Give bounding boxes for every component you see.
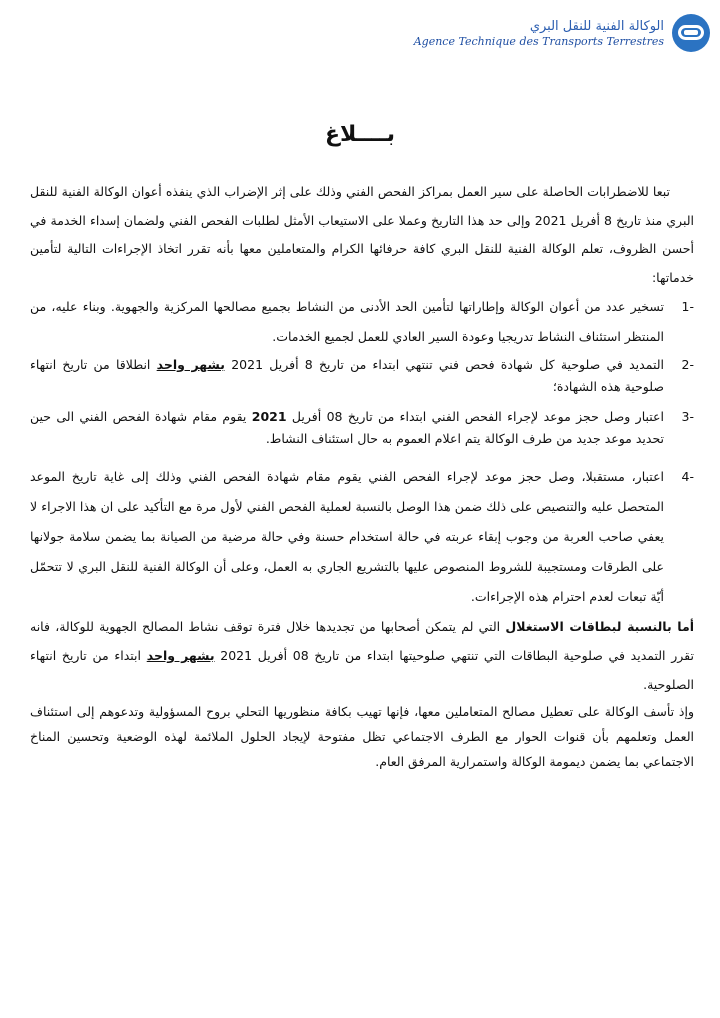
list-item-text-after: انطلاقا من تاريخ انتهاء صلوحية هذه الشهادة؛ bbox=[30, 357, 664, 394]
letterhead bbox=[414, 14, 710, 52]
list-item-text: اعتبار، مستقبلا، وصل حجز موعد لإجراء الفحص الفني يقوم مقام شهادة الفحص الفني وذلك إلى غاية تاريخ الموعد المتحصل عليه والتنصيص على ذلك ضمن هذا الوصل بالنسبة لعملية الفحص الفني لأول مرة مع التأكيد على ان هذا الاجراء لا يعفي صاحب العربة من وجوب إبقاء عربته في حالة استخدام حسنة وفي حالة مرضية من الصيانة بما يضمن سلامة جولانها على الطرقات ومستجيبة للشروط المنصوص عليها بالتشريع الجاري به العمل، وعلى أن الوكالة الفنية للنقل البري لا تتحمّل أيّة تبعات لعدم احترام هذه الإجراءات. bbox=[30, 469, 664, 604]
org-name-arabic: الوكالة الفنية للنقل البري bbox=[529, 18, 664, 34]
document-title: بــــلاغ bbox=[324, 122, 396, 147]
one-month-emphasis: بشهر واحد bbox=[156, 357, 225, 372]
list-item-text bbox=[30, 406, 664, 450]
list-item bbox=[30, 292, 694, 352]
intro-paragraph: تبعا للاضطرابات الحاصلة على سير العمل بمراكز الفحص الفني وذلك على إثر الإضراب الذي ينفذه أعوان الوكالة الفنية للنقل البري منذ تاريخ 8 أفريل 2021 وإلى حد هذا التاريخ وعملا على الاستيعاب الأمثل لطلبات الفحص الفني ولضمان إسداء الخدمة في أحسن الظروف، تعلم الوكالة الفنية للنقل البري كافة حرفائها الكرام والمتعاملين معها بأنه تقرر اتخاذ الإجراءات التالية لتأمين خدماتها: bbox=[30, 184, 695, 285]
org-name-french: Agence Technique des Transports Terrestres bbox=[413, 34, 664, 48]
list-item bbox=[30, 462, 694, 612]
document-body bbox=[30, 178, 694, 774]
list-item bbox=[30, 406, 694, 450]
cards-text-after: ابتداء من تاريخ انتهاء الصلوحية. bbox=[30, 648, 694, 692]
measures-list bbox=[30, 292, 694, 612]
atrr-logo-icon bbox=[672, 14, 710, 52]
one-month-emphasis: بشهر واحد bbox=[146, 648, 215, 663]
list-item-text-before: التمديد في صلوحية كل شهادة فحص فني تنتهي ابتداء من تاريخ 8 أفريل 2021 bbox=[224, 357, 664, 372]
list-item-text: تسخير عدد من أعوان الوكالة وإطاراتها لتأمين الحد الأدنى من النشاط بجميع مصالحها المركزية والجهوية. وبناء عليه، من المنتظر استئناف النشاط تدريجيا وعودة السير العادي للعمل لجميع الخدمات. bbox=[30, 299, 664, 344]
list-item-number: -1 bbox=[681, 299, 694, 314]
cards-lead: أما بالنسبة لبطاقات الاستغلال bbox=[505, 619, 694, 634]
list-item-text-after: يقوم مقام شهادة الفحص الفني الى حين تحديد موعد جديد من طرف الوكالة يتم اعلام العموم به حال استئناف النشاط. bbox=[30, 409, 664, 446]
list-item bbox=[30, 354, 694, 398]
exploitation-cards-paragraph bbox=[30, 612, 694, 699]
closing-paragraph: وإذ تأسف الوكالة على تعطيل مصالح المتعاملين معها، فإنها تهيب بكافة منظوريها التحلي بروح المسؤولية وتدعوهم إلى استئناف العمل وتعلمهم بأن قنوات الحوار مع الطرف الاجتماعي تظل مفتوحة لإيجاد الحلول الملائمة لهذه الوضعية وتحسين المناخ الاجتماعي بما يضمن ديمومة الوكالة واستمرارية المرفق العام. bbox=[30, 704, 694, 769]
letterhead-text bbox=[414, 19, 664, 48]
year-emphasis: 2021 bbox=[251, 409, 287, 424]
list-item-number: -4 bbox=[681, 469, 694, 484]
cards-text-before: التي لم يتمكن أصحابها من تجديدها خلال فترة توقف نشاط المصالح الجهوية للوكالة، فانه تقرر التمديد في صلوحية البطاقات التي تنتهي صلوحيتها ابتداء من تاريخ 08 أفريل 2021 bbox=[30, 619, 694, 663]
list-item-text bbox=[30, 354, 664, 398]
list-item-number: -3 bbox=[681, 409, 694, 424]
list-item-text-before: اعتبار وصل حجز موعد لإجراء الفحص الفني ابتداء من تاريخ 08 أفريل bbox=[286, 409, 664, 424]
list-item-number: -2 bbox=[681, 357, 694, 372]
